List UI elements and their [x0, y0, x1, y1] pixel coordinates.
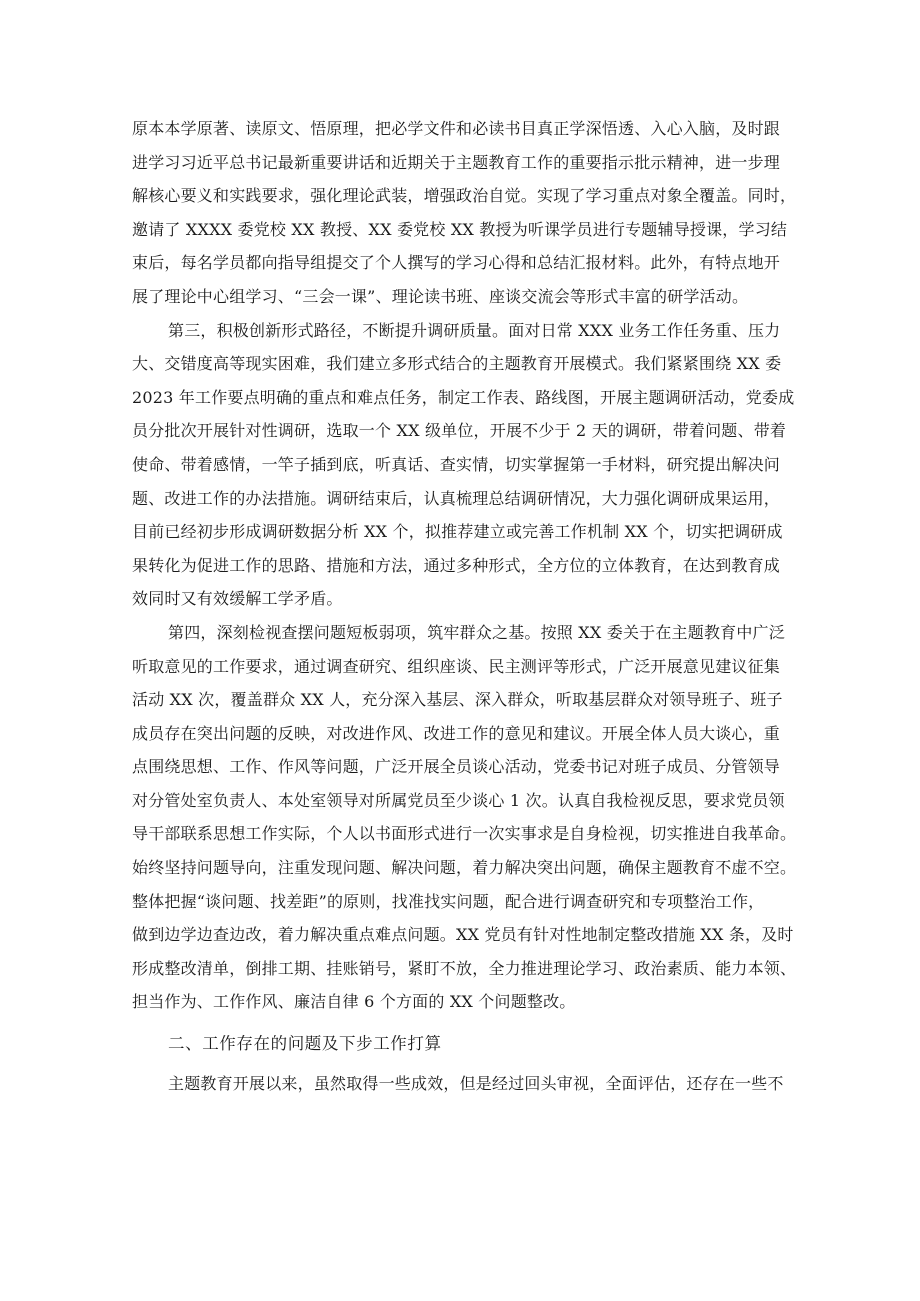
text-line: 成员存在突出问题的反映，对改进作风、改进工作的意见和建议。开展全体人员大谈心，重 — [132, 723, 781, 743]
text-line: 对分管处室负责人、本处室领导对所属党员至少谈心 1 次。认真自我检视反思，要求党员领 — [132, 790, 785, 810]
text-line: 导干部联系思想工作实际，个人以书面形式进行一次实事求是自身检视，切实推进自我革命。 — [132, 824, 796, 844]
text-line: 效同时又有效缓解工学矛盾。 — [132, 589, 343, 609]
text-line: 邀请了 XXXX 委党校 XX 教授、XX 委党校 XX 教授为听课学员进行专题辅导授课，学习结 — [132, 219, 788, 239]
text-line: 解核心要义和实践要求，强化理论武装，增强政治自觉。实现了学习重点对象全覆盖。同时， — [132, 186, 796, 206]
text-line: 目前已经初步形成调研数据分析 XX 个，拟推荐建立或完善工作机制 XX 个，切实把调研成 — [132, 522, 783, 542]
paragraph-problems — [132, 1067, 796, 1101]
text-line: 做到边学边查边改，着力解决重点难点问题。XX 党员有针对性地制定整改措施 XX 条，及时 — [132, 925, 794, 945]
paragraph-study — [132, 112, 796, 314]
text-line: 始终坚持问题导向，注重发现问题、解决问题，着力解决突出问题，确保主题教育不虚不空。 — [132, 858, 796, 878]
text-line: 听取意见的工作要求，通过调查研究、组织座谈、民主测评等形式，广泛开展意见建议征集 — [132, 656, 781, 676]
text-line: 2023 年工作要点明确的重点和难点任务，制定工作表、路线图，开展主题调研活动，党委成 — [132, 387, 795, 407]
text-line: 使命、带着感情，一竿子插到底，听真话、查实情，切实掌握第一手材料，研究提出解决问 — [132, 454, 781, 474]
text-line: 果转化为促进工作的思路、措施和方法，通过多种形式，全方位的立体教育，在达到教育成 — [132, 555, 781, 575]
text-line: 原本本学原著、读原文、悟原理，把必学文件和必读书目真正学深悟透、入心入脑，及时跟 — [132, 119, 781, 138]
text-line: 大、交错度高等现实困难，我们建立多形式结合的主题教育开展模式。我们紧紧围绕 XX 委 — [132, 354, 782, 374]
text-line: 活动 XX 次，覆盖群众 XX 人，充分深入基层、深入群众，听取基层群众对领导班子、班子 — [132, 690, 783, 710]
paragraph-third-research — [132, 314, 796, 616]
paragraph-fourth-inspection — [132, 616, 796, 1019]
text-line: 第四，深刻检视查摆问题短板弱项，筑牢群众之基。按照 XX 委关于在主题教育中广泛 — [168, 622, 785, 642]
text-line: 进学习习近平总书记最新重要讲话和近期关于主题教育工作的重要指示批示精神，进一步理 — [132, 152, 781, 172]
text-line: 束后，每名学员都向指导组提交了个人撰写的学习心得和总结汇报材料。此外，有特点地开 — [132, 253, 781, 273]
text-line: 担当作为、工作作风、廉洁自律 6 个方面的 XX 个问题整改。 — [132, 992, 576, 1012]
text-line: 员分批次开展针对性调研，选取一个 XX 级单位，开展不少于 2 天的调研，带着问题、带着 — [132, 421, 787, 441]
text-line: 点围绕思想、工作、作风等问题，广泛开展全员谈心活动，党委书记对班子成员、分管领导 — [132, 757, 781, 777]
text-line: 主题教育开展以来，虽然取得一些成效，但是经过回头审视，全面评估，还存在一些不 — [168, 1073, 784, 1093]
text-line: 第三，积极创新形式路径，不断提升调研质量。面对日常 XXX 业务工作任务重、压力 — [168, 320, 781, 340]
document-page — [132, 112, 796, 1100]
text-line: 题、改进工作的办法措施。调研结束后，认真梳理总结调研情况，大力强化调研成果运用， — [132, 488, 781, 508]
text-line: 形成整改清单，倒排工期、挂账销号，紧盯不放，全力推进理论学习、政治素质、能力本领、 — [132, 958, 796, 978]
text-line: 展了理论中心组学习、“三会一课”、理论读书班、座谈交流会等形式丰富的研学活动。 — [132, 286, 749, 306]
section-heading: 二、工作存在的问题及下步工作打算 — [168, 1034, 442, 1054]
text-line: 整体把握“谈问题、找差距”的原则，找准找实问题，配合进行调查研究和专项整治工作， — [132, 891, 765, 911]
